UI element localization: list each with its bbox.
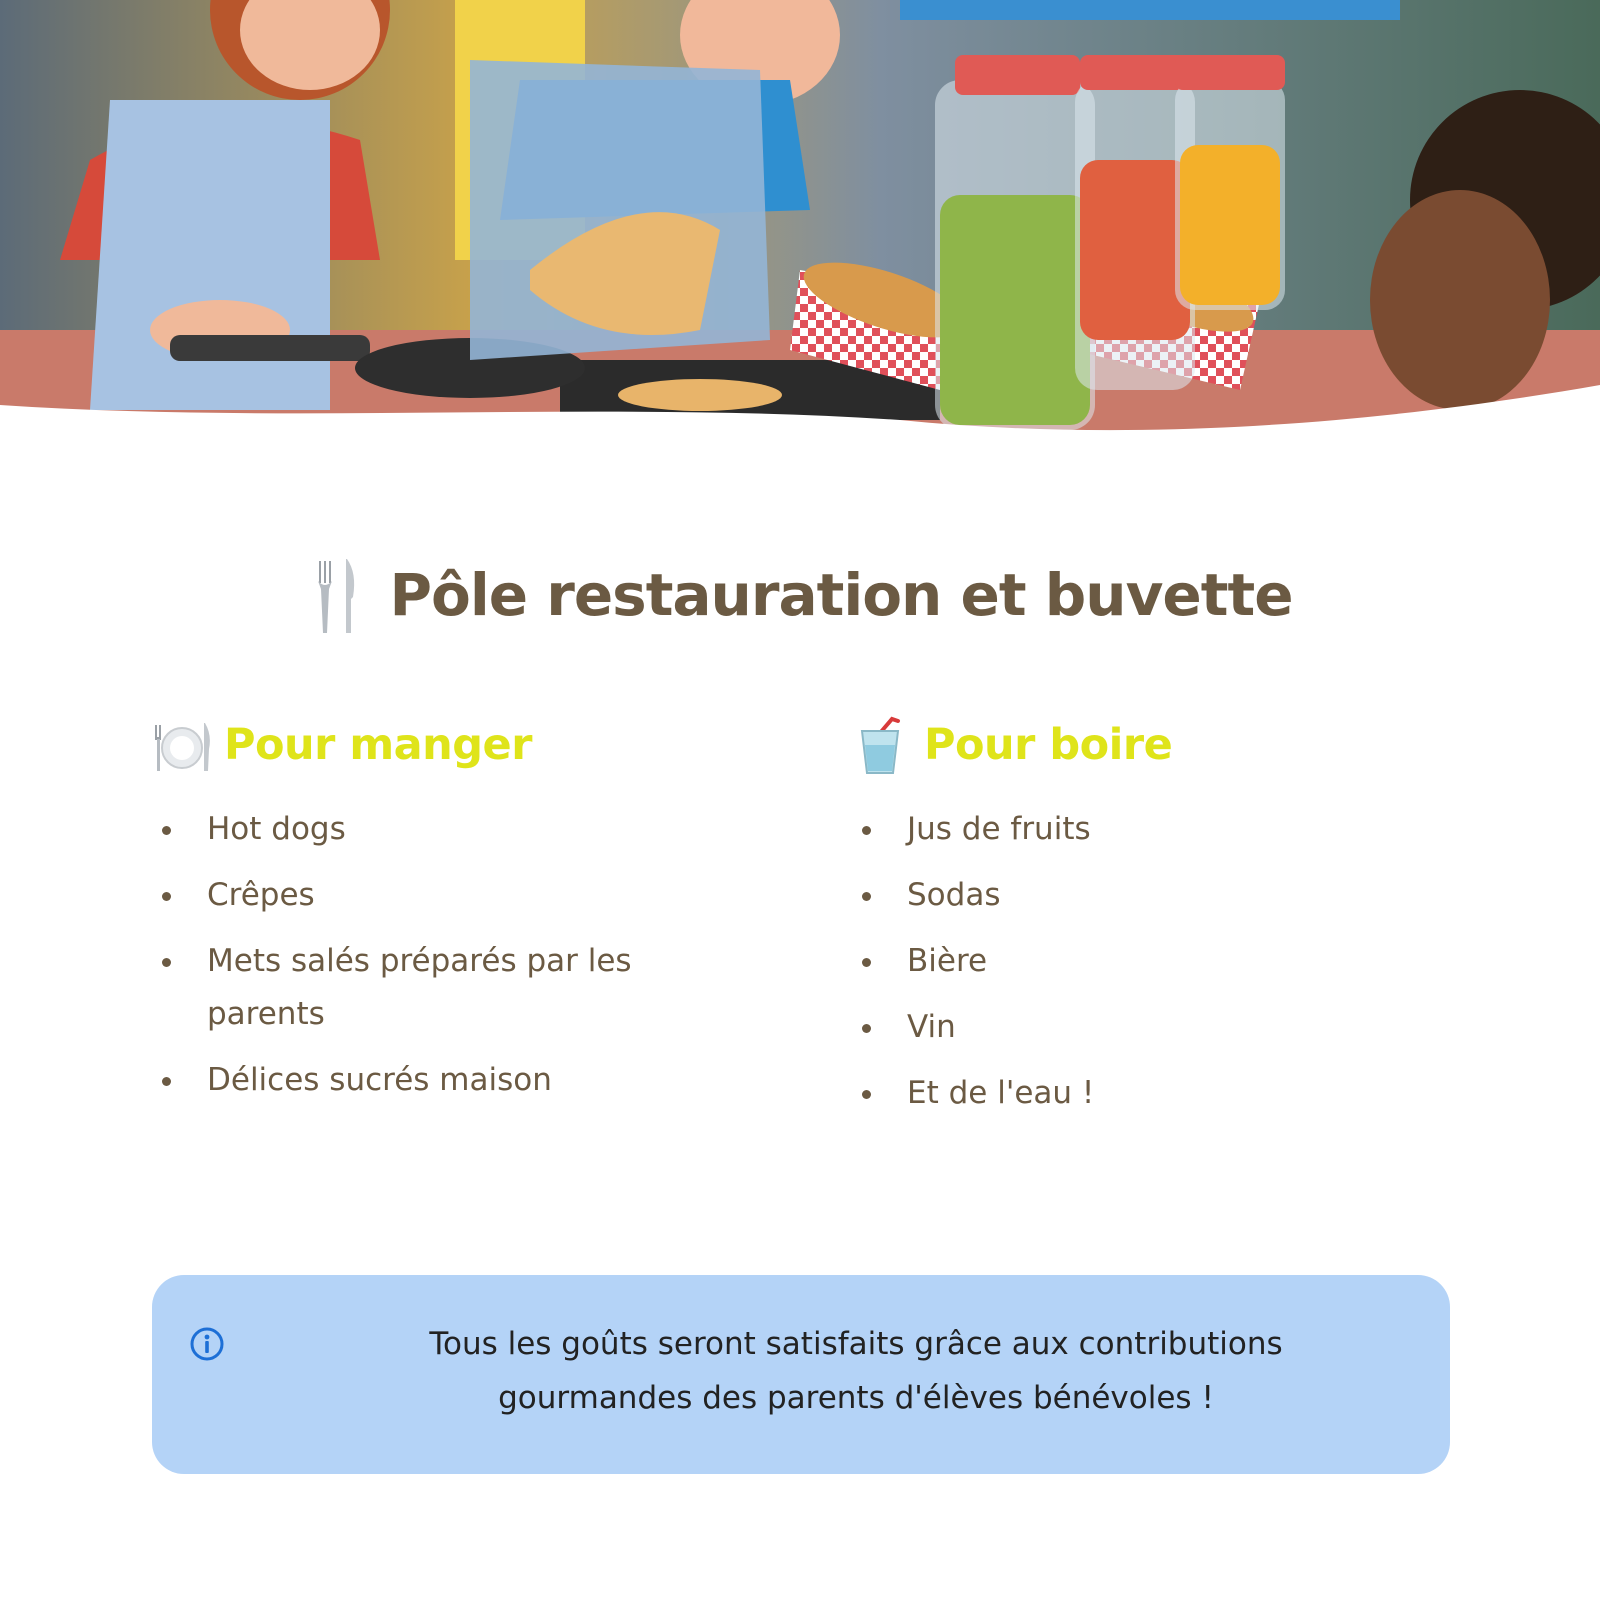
info-banner (152, 1275, 1450, 1474)
food-list (152, 803, 712, 1107)
info-icon (189, 1326, 225, 1362)
food-section (152, 715, 712, 1120)
list-item: Bière (852, 935, 1412, 988)
plate-cutlery-icon (152, 715, 212, 775)
fork-knife-icon (307, 555, 363, 635)
page-title: Pôle restauration et buvette (389, 561, 1293, 629)
drinks-list (852, 803, 1412, 1120)
list-item: Et de l'eau ! (852, 1067, 1412, 1120)
list-item: Crêpes (152, 869, 712, 922)
drinks-section (852, 715, 1412, 1133)
info-text: Tous les goûts seront satisfaits grâce aux contributions gourmandes des parents d'élèves bénévoles ! (429, 1326, 1283, 1416)
hero-illustration (0, 0, 1600, 450)
cup-straw-icon (852, 715, 912, 775)
list-item: Sodas (852, 869, 1412, 922)
list-item: Vin (852, 1001, 1412, 1054)
drinks-title: Pour boire (924, 720, 1173, 770)
list-item: Jus de fruits (852, 803, 1412, 856)
list-item: Mets salés préparés par les parents (152, 935, 712, 1041)
title-row (0, 555, 1600, 635)
list-item: Délices sucrés maison (152, 1054, 712, 1107)
list-item: Hot dogs (152, 803, 712, 856)
food-title: Pour manger (224, 720, 532, 770)
